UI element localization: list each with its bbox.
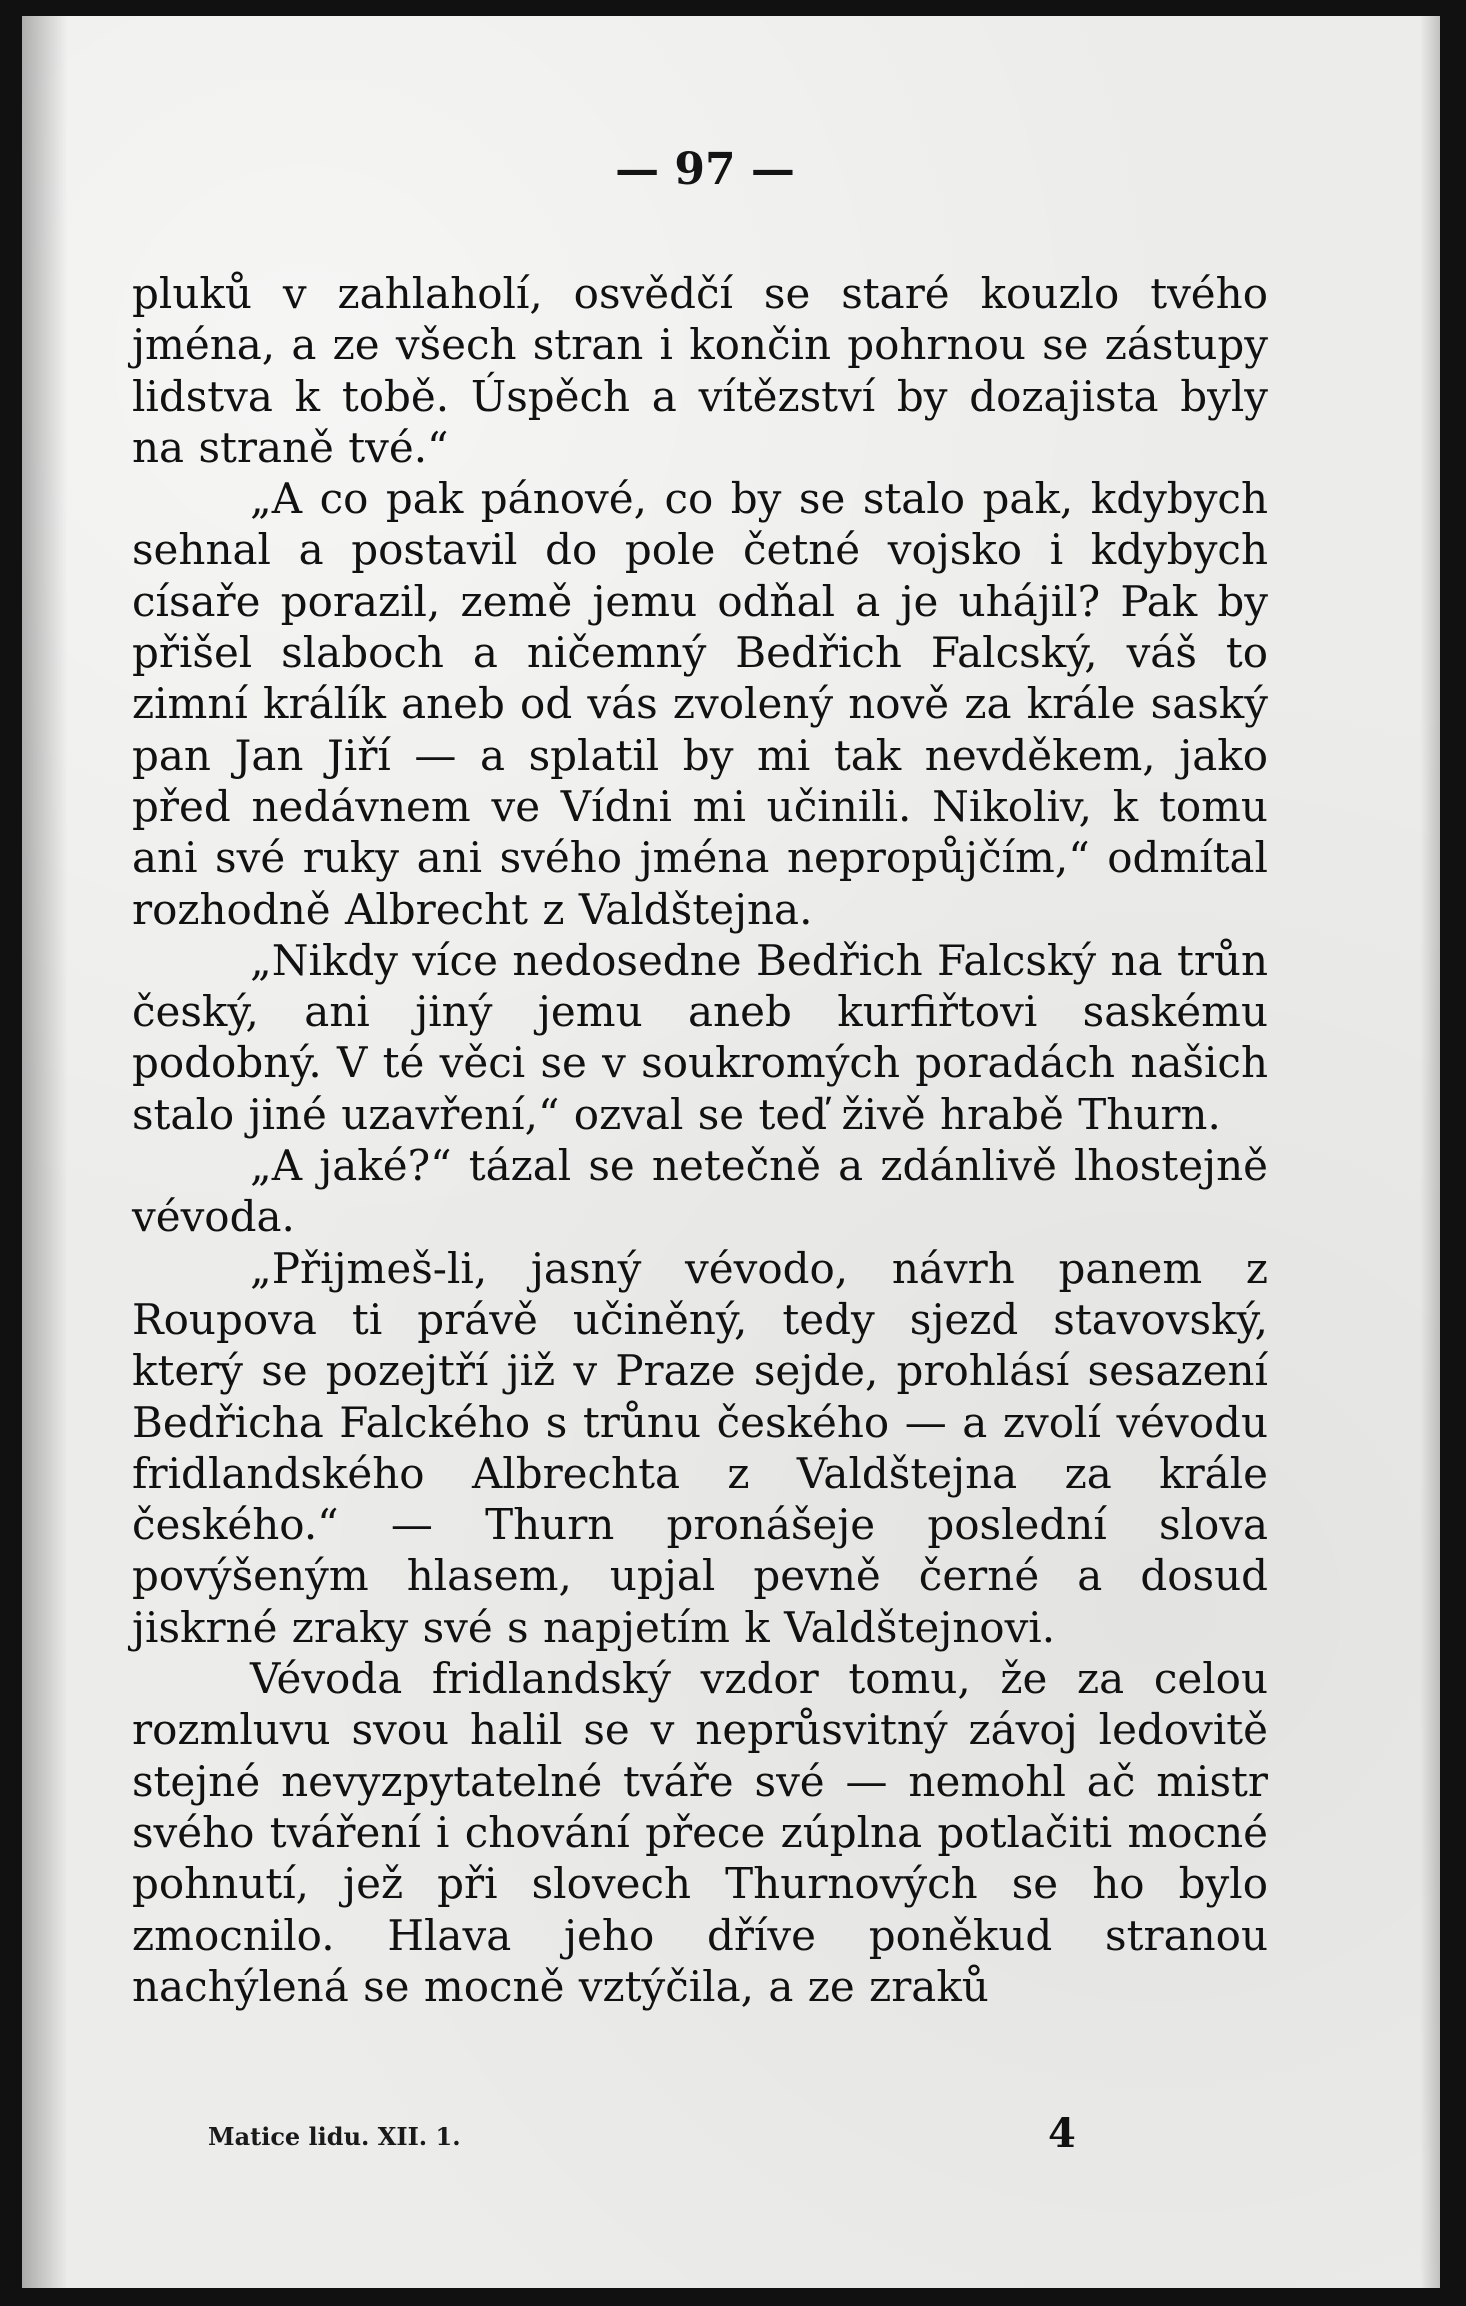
footer-signature: Matice lidu. XII. 1. (208, 2122, 461, 2151)
binding-shadow (22, 16, 68, 2288)
page-edge-shadow (1420, 16, 1440, 2288)
paragraph: Vévoda fridlandský vzdor tomu, že za celou rozmluvu svou halil se v neprůsvitný závoj ledovitě stejné nevyzpytatelné tváře své — nemohl ač mistr svého tváření i chování přece zúplna potlačiti mocné pohnutí, jež při slovech Thurnových se ho bylo zmocnilo. Hlava jeho dříve poněkud stranou nachýlená se mocně vztýčila, a ze zraků (132, 1654, 1268, 2011)
paragraph: „Přijmeš-li, jasný vévodo, návrh panem z Roupova ti právě učiněný, tedy sjezd stavovský, který se pozejtří již v Praze sejde, prohlásí sesazení Bedřicha Falckého s trůnu českého — a zvolí vévodu fridlandského Albrechta z Valdštejna za krále českého.“ — Thurn pronášeje poslední slova povýšeným hlasem, upjal pevně černé a dosud jiskrné zraky své s napjetím k Valdštejnovi. (132, 1243, 1268, 1652)
book-page (22, 16, 1440, 2288)
body-text (132, 268, 1268, 2012)
paragraph: „A co pak pánové, co by se stalo pak, kdybych sehnal a postavil do pole četné vojsko i kdybych císaře porazil, země jemu odňal a je uhájil? Pak by přišel slaboch a ničemný Bedřich Falcský, váš to zimní králík aneb od vás zvolený nově za krále saský pan Jan Jiří — a splatil by mi tak nevděkem, jako před nedávnem ve Vídni mi učinili. Nikoliv, k tomu ani své ruky ani svého jména nepropůjčím,“ odmítal rozhodně Albrecht z Valdštejna. (132, 474, 1268, 934)
page-number: — 97 — (615, 144, 795, 195)
paragraph: pluků v zahlaholí, osvědčí se staré kouzlo tvého jména, a ze všech stran i končin pohrnou se zástupy lidstva k tobě. Úspěch a vítězství by dozajista byly na straně tvé.“ (132, 269, 1268, 472)
footer-sheet-number: 4 (1048, 2110, 1076, 2157)
paragraph: „Nikdy více nedosedne Bedřich Falcský na trůn český, ani jiný jemu aneb kurfiřtovi saskému podobný. V té věci se v soukromých poradách našich stalo jiné uzavření,“ ozval se teď živě hrabě Thurn. (132, 935, 1268, 1139)
paragraph: „A jaké?“ tázal se netečně a zdánlivě lhostejně vévoda. (132, 1141, 1268, 1242)
